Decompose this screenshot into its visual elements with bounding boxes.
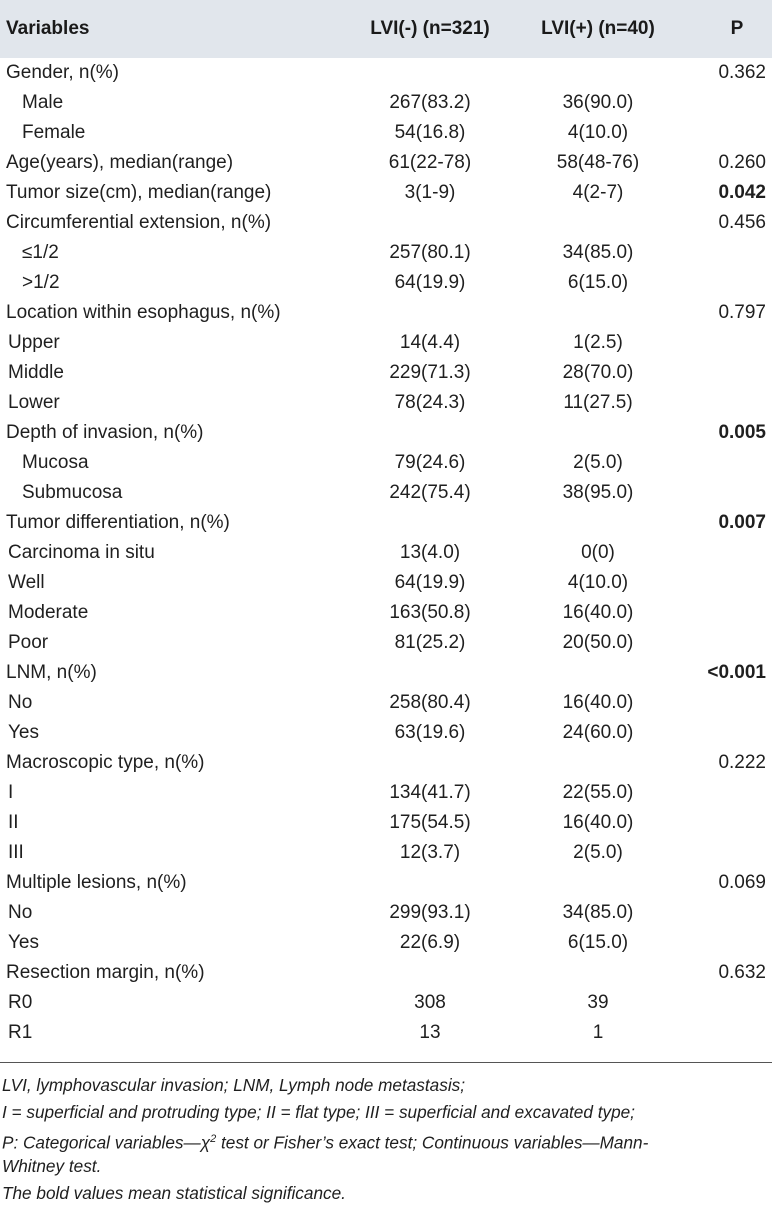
cell-variable: Location within esophagus, n(%) bbox=[6, 302, 281, 323]
table-row bbox=[0, 838, 772, 868]
table-row bbox=[0, 568, 772, 598]
cell-lvi-positive: 4(2-7) bbox=[572, 182, 624, 203]
cell-variable: Tumor size(cm), median(range) bbox=[6, 182, 272, 203]
cell-lvi-positive: 6(15.0) bbox=[567, 932, 629, 953]
table-row bbox=[0, 628, 772, 658]
cell-lvi-negative bbox=[340, 658, 520, 688]
table-row bbox=[0, 928, 772, 958]
header-lvi-positive: LVI(+) (n=40) bbox=[541, 18, 655, 39]
cell-p-value bbox=[646, 568, 766, 598]
cell-variable: III bbox=[8, 842, 24, 863]
cell-p-value bbox=[646, 988, 766, 1018]
cell-p-value bbox=[646, 1018, 766, 1048]
table-row bbox=[0, 328, 772, 358]
cell-p-value bbox=[646, 808, 766, 838]
table-row bbox=[0, 298, 772, 328]
footnote-bold-meaning: The bold values mean statistical significance. bbox=[2, 1183, 346, 1203]
cell-lvi-positive: 11(27.5) bbox=[563, 392, 633, 413]
cell-p-value: 0.260 bbox=[718, 152, 766, 173]
table-row bbox=[0, 778, 772, 808]
cell-p-value bbox=[646, 268, 766, 298]
table-row bbox=[0, 208, 772, 238]
table-bottom-rule bbox=[0, 1062, 772, 1063]
cell-p-value: 0.042 bbox=[718, 182, 766, 203]
table-row bbox=[0, 388, 772, 418]
cell-lvi-negative: 257(80.1) bbox=[389, 242, 471, 263]
cell-lvi-positive: 34(85.0) bbox=[562, 902, 634, 923]
cell-variable: Middle bbox=[8, 362, 64, 383]
table-row bbox=[0, 118, 772, 148]
cell-lvi-positive: 58(48-76) bbox=[556, 152, 640, 173]
table-row bbox=[0, 598, 772, 628]
header-variables: Variables bbox=[6, 18, 90, 39]
table-row bbox=[0, 868, 772, 898]
cell-lvi-negative: 63(19.6) bbox=[394, 722, 466, 743]
cell-variable: Circumferential extension, n(%) bbox=[6, 212, 272, 233]
cell-variable: LNM, n(%) bbox=[6, 662, 97, 683]
cell-p-value: 0.456 bbox=[718, 212, 766, 233]
cell-variable: >1/2 bbox=[22, 272, 60, 293]
cell-variable: Yes bbox=[8, 932, 39, 953]
cell-lvi-positive: 16(40.0) bbox=[562, 602, 634, 623]
cell-lvi-negative: 175(54.5) bbox=[389, 812, 471, 833]
cell-lvi-positive: 28(70.0) bbox=[562, 362, 634, 383]
table-row bbox=[0, 988, 772, 1018]
cell-lvi-negative bbox=[340, 958, 520, 988]
cell-p-value: <0.001 bbox=[707, 662, 766, 683]
table-row bbox=[0, 238, 772, 268]
cell-p-value bbox=[646, 928, 766, 958]
cell-lvi-negative: 308 bbox=[414, 992, 446, 1013]
table-row bbox=[0, 898, 772, 928]
cell-lvi-positive: 16(40.0) bbox=[562, 812, 634, 833]
cell-lvi-negative bbox=[340, 748, 520, 778]
cell-p-value bbox=[646, 388, 766, 418]
cell-lvi-negative: 78(24.3) bbox=[394, 392, 466, 413]
cell-lvi-positive: 4(10.0) bbox=[567, 122, 629, 143]
cell-lvi-negative: 13 bbox=[419, 1022, 441, 1043]
cell-lvi-negative: 299(93.1) bbox=[389, 902, 471, 923]
footnote-statistical-tests-cont: Whitney test. bbox=[2, 1156, 102, 1176]
cell-variable: II bbox=[8, 812, 19, 833]
header-p-value: P bbox=[730, 18, 744, 39]
cell-variable: No bbox=[8, 692, 33, 713]
cell-p-value: 0.797 bbox=[718, 302, 766, 323]
cell-variable: Multiple lesions, n(%) bbox=[6, 872, 187, 893]
cell-lvi-negative: 81(25.2) bbox=[394, 632, 466, 653]
cell-p-value: 0.005 bbox=[718, 422, 766, 443]
cell-lvi-negative bbox=[340, 208, 520, 238]
cell-lvi-positive: 6(15.0) bbox=[567, 272, 629, 293]
cell-lvi-negative: 13(4.0) bbox=[399, 542, 461, 563]
cell-p-value bbox=[646, 838, 766, 868]
cell-p-value: 0.007 bbox=[718, 512, 766, 533]
footnote-macroscopic-types: I = superficial and protruding type; II = flat type; III = superficial and excavated type; bbox=[2, 1102, 635, 1122]
cell-variable: Lower bbox=[8, 392, 60, 413]
cell-p-value: 0.222 bbox=[718, 752, 766, 773]
cell-lvi-positive: 0(0) bbox=[581, 542, 615, 563]
table-row bbox=[0, 658, 772, 688]
cell-variable: Upper bbox=[8, 332, 60, 353]
cell-variable: Age(years), median(range) bbox=[6, 152, 234, 173]
cell-variable: I bbox=[8, 782, 14, 803]
footnote-abbreviations: LVI, lymphovascular invasion; LNM, Lymph node metastasis; bbox=[2, 1075, 466, 1095]
cell-lvi-negative bbox=[340, 418, 520, 448]
table-row bbox=[0, 478, 772, 508]
table-row bbox=[0, 748, 772, 778]
table-row bbox=[0, 538, 772, 568]
cell-lvi-positive: 4(10.0) bbox=[567, 572, 629, 593]
cell-lvi-positive: 1(2.5) bbox=[573, 332, 623, 353]
cell-lvi-positive: 20(50.0) bbox=[562, 632, 634, 653]
cell-lvi-positive: 2(5.0) bbox=[573, 452, 623, 473]
cell-variable: Moderate bbox=[8, 602, 89, 623]
cell-variable: Yes bbox=[8, 722, 39, 743]
cell-lvi-negative: 258(80.4) bbox=[389, 692, 471, 713]
cell-lvi-negative bbox=[340, 508, 520, 538]
cell-p-value bbox=[646, 538, 766, 568]
cell-lvi-negative bbox=[340, 868, 520, 898]
cell-variable: R1 bbox=[8, 1022, 33, 1043]
header-lvi-negative: LVI(-) (n=321) bbox=[370, 18, 490, 39]
cell-lvi-negative: 267(83.2) bbox=[389, 92, 471, 113]
cell-variable: Poor bbox=[8, 632, 49, 653]
footnote-tests-part1: P: Categorical variables—χ bbox=[2, 1132, 211, 1153]
cell-lvi-negative: 229(71.3) bbox=[389, 362, 471, 383]
cell-variable: Carcinoma in situ bbox=[8, 542, 155, 563]
cell-lvi-negative: 61(22-78) bbox=[388, 152, 472, 173]
cell-lvi-negative: 79(24.6) bbox=[394, 452, 466, 473]
table-row bbox=[0, 418, 772, 448]
cell-lvi-positive: 24(60.0) bbox=[562, 722, 634, 743]
cell-variable: Submucosa bbox=[22, 482, 123, 503]
table-row bbox=[0, 148, 772, 178]
table-row bbox=[0, 448, 772, 478]
cell-p-value: 0.632 bbox=[718, 962, 766, 983]
table-row bbox=[0, 358, 772, 388]
table-row bbox=[0, 58, 772, 88]
table-row bbox=[0, 178, 772, 208]
cell-variable: Mucosa bbox=[22, 452, 89, 473]
cell-variable: Macroscopic type, n(%) bbox=[6, 752, 205, 773]
cell-p-value bbox=[646, 778, 766, 808]
cell-p-value bbox=[646, 118, 766, 148]
cell-variable: ≤1/2 bbox=[22, 242, 59, 263]
cell-p-value bbox=[646, 358, 766, 388]
cell-variable: Tumor differentiation, n(%) bbox=[6, 512, 230, 533]
cell-p-value bbox=[646, 598, 766, 628]
table-row bbox=[0, 1018, 772, 1048]
table-row bbox=[0, 508, 772, 538]
table-row bbox=[0, 268, 772, 298]
cell-p-value bbox=[646, 718, 766, 748]
table-row bbox=[0, 808, 772, 838]
cell-p-value bbox=[646, 478, 766, 508]
cell-lvi-positive: 2(5.0) bbox=[573, 842, 623, 863]
cell-lvi-positive: 1 bbox=[592, 1022, 604, 1043]
cell-lvi-negative bbox=[340, 58, 520, 88]
cell-lvi-negative: 54(16.8) bbox=[394, 122, 466, 143]
cell-p-value: 0.362 bbox=[718, 62, 766, 83]
cell-variable: Male bbox=[22, 92, 64, 113]
cell-lvi-negative: 14(4.4) bbox=[399, 332, 461, 353]
cell-lvi-negative: 64(19.9) bbox=[394, 272, 466, 293]
cell-lvi-positive: 16(40.0) bbox=[562, 692, 634, 713]
cell-variable: No bbox=[8, 902, 33, 923]
cell-p-value bbox=[646, 688, 766, 718]
cell-lvi-positive: 36(90.0) bbox=[562, 92, 634, 113]
footnote-tests-part2: test or Fisher’s exact test; Continuous variables—Mann- bbox=[216, 1132, 649, 1153]
table-header bbox=[0, 0, 772, 58]
cell-p-value bbox=[646, 448, 766, 478]
cell-lvi-negative: 3(1-9) bbox=[404, 182, 456, 203]
cell-p-value bbox=[646, 898, 766, 928]
cell-p-value bbox=[646, 88, 766, 118]
cell-lvi-negative: 134(41.7) bbox=[389, 782, 471, 803]
table-row bbox=[0, 688, 772, 718]
table-row bbox=[0, 88, 772, 118]
cell-variable: Depth of invasion, n(%) bbox=[6, 422, 204, 443]
cell-lvi-positive: 22(55.0) bbox=[562, 782, 634, 803]
cell-variable: R0 bbox=[8, 992, 33, 1013]
table-row bbox=[0, 718, 772, 748]
cell-variable: Well bbox=[8, 572, 45, 593]
cell-lvi-negative: 12(3.7) bbox=[399, 842, 461, 863]
cell-lvi-negative: 242(75.4) bbox=[389, 482, 471, 503]
cell-lvi-positive: 38(95.0) bbox=[562, 482, 634, 503]
cell-variable: Gender, n(%) bbox=[6, 62, 119, 83]
cell-p-value bbox=[646, 328, 766, 358]
cell-variable: Female bbox=[22, 122, 86, 143]
cell-lvi-negative: 163(50.8) bbox=[389, 602, 471, 623]
cell-p-value: 0.069 bbox=[718, 872, 766, 893]
cell-lvi-negative: 22(6.9) bbox=[399, 932, 461, 953]
cell-variable: Resection margin, n(%) bbox=[6, 962, 205, 983]
table-row bbox=[0, 958, 772, 988]
cell-lvi-negative bbox=[340, 298, 520, 328]
footnote-chi-square-superscript: 2 bbox=[210, 1133, 217, 1145]
cell-lvi-negative: 64(19.9) bbox=[394, 572, 466, 593]
cell-p-value bbox=[646, 238, 766, 268]
cell-lvi-positive: 39 bbox=[587, 992, 609, 1013]
cell-lvi-positive: 34(85.0) bbox=[562, 242, 634, 263]
cell-p-value bbox=[646, 628, 766, 658]
